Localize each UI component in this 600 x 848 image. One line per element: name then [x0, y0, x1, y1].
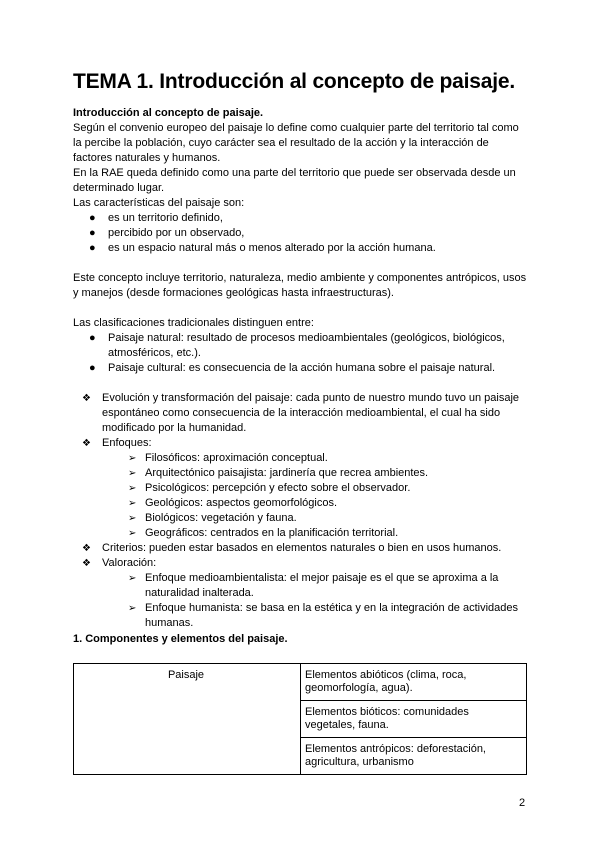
arrow-bullet-icon: ➢: [128, 453, 137, 464]
classifications-list: [73, 331, 528, 376]
list-item: ➢ Geológicos: aspectos geomorfológicos.: [128, 497, 337, 509]
list-item: ● es un territorio definido,: [89, 212, 223, 224]
table-cell: Elementos abióticos (clima, roca, geomorfología, agua).: [301, 664, 527, 701]
bullet-icon: ●: [89, 242, 96, 254]
list-item: ➢ Enfoque humanista: se basa en la estética y en la integración de actividades humanas.: [128, 602, 519, 629]
list-item: ➢ Arquitectónico paisajista: jardinería que recrea ambientes.: [128, 467, 429, 479]
arrow-bullet-icon: ➢: [128, 468, 137, 479]
list-item: ➢ Geográficos: centrados en la planificación territorial.: [128, 527, 399, 539]
list-item: ❖ Enfoques:: [82, 437, 152, 449]
list-item: ● percibido por un observado,: [89, 227, 245, 239]
table-cell-paisaje: Paisaje: [74, 664, 301, 775]
table-cell: Elementos antrópicos: deforestación, agricultura, urbanismo: [301, 738, 527, 775]
diamond-bullet-icon: ❖: [82, 543, 91, 554]
paragraph-clasificaciones: Las clasificaciones tradicionales distinguen entre:: [73, 317, 314, 329]
list-item: ● es un espacio natural más o menos alterado por la acción humana.: [89, 242, 436, 254]
arrow-bullet-icon: ➢: [128, 498, 137, 509]
paragraph-rae: En la RAE queda definido como una parte del territorio que puede ser observada desde un determinado lugar.: [73, 167, 516, 194]
diamond-bullet-icon: ❖: [82, 558, 91, 569]
diamond-list: [73, 391, 528, 451]
page-title: TEMA 1. Introducción al concepto de paisaje.: [73, 70, 516, 93]
section-heading: 1. Componentes y elementos del paisaje.: [73, 633, 288, 645]
paragraph-convenio: Según el convenio europeo del paisaje lo define como cualquier parte del territorio tal como la percibe la población, cuyo carácter sea el resultado de la acción y la interacción de factores naturales y humanos.: [73, 122, 519, 164]
diamond-bullet-icon: ❖: [82, 393, 91, 404]
paragraph-concepto: Este concepto incluye territorio, naturaleza, medio ambiente y componentes antrópicos, usos y manejos (desde formaciones geológicas hasta infraestructuras).: [73, 272, 527, 299]
arrow-bullet-icon: ➢: [128, 603, 137, 614]
table-row: [74, 664, 527, 701]
bullet-icon: ●: [89, 362, 96, 374]
characteristics-list: [73, 211, 528, 256]
diamond-list-2: [73, 541, 528, 571]
list-item: ➢ Biológicos: vegetación y fauna.: [128, 512, 297, 524]
list-item: ● Paisaje cultural: es consecuencia de la acción humana sobre el paisaje natural.: [89, 362, 496, 374]
list-item: ➢ Filosóficos: aproximación conceptual.: [128, 452, 328, 464]
list-item: ❖ Valoración:: [82, 557, 157, 569]
arrow-bullet-icon: ➢: [128, 483, 137, 494]
bullet-icon: ●: [89, 212, 96, 224]
paragraph-caracteristicas: Las características del paisaje son:: [73, 197, 245, 209]
list-item: ❖ Evolución y transformación del paisaje: cada punto de nuestro mundo tuvo un paisaje espontáneo como consecuencia de la interacción medioambiental, el cual ha sido modificado por la humanidad.: [82, 392, 520, 434]
bullet-icon: ●: [89, 332, 96, 344]
enfoques-list: [73, 451, 528, 541]
list-item: ➢ Psicológicos: percepción y efecto sobre el observador.: [128, 482, 411, 494]
list-item: ❖ Criterios: pueden estar basados en elementos naturales o bien en usos humanos.: [82, 542, 502, 554]
table-cell: Elementos bióticos: comunidades vegetales, fauna.: [301, 701, 527, 738]
list-item: ● Paisaje natural: resultado de procesos medioambientales (geológicos, biológicos, atmosféricos, etc.).: [89, 332, 505, 359]
components-table: [73, 663, 527, 775]
diamond-bullet-icon: ❖: [82, 438, 91, 449]
arrow-bullet-icon: ➢: [128, 528, 137, 539]
intro-section: [73, 106, 528, 631]
arrow-bullet-icon: ➢: [128, 573, 137, 584]
page-number: 2: [519, 797, 526, 809]
valoracion-list: [73, 571, 528, 631]
bullet-icon: ●: [89, 227, 96, 239]
intro-heading: Introducción al concepto de paisaje.: [73, 107, 264, 119]
arrow-bullet-icon: ➢: [128, 513, 137, 524]
list-item: ➢ Enfoque medioambientalista: el mejor paisaje es el que se aproxima a la naturalidad inalterada.: [128, 572, 499, 599]
